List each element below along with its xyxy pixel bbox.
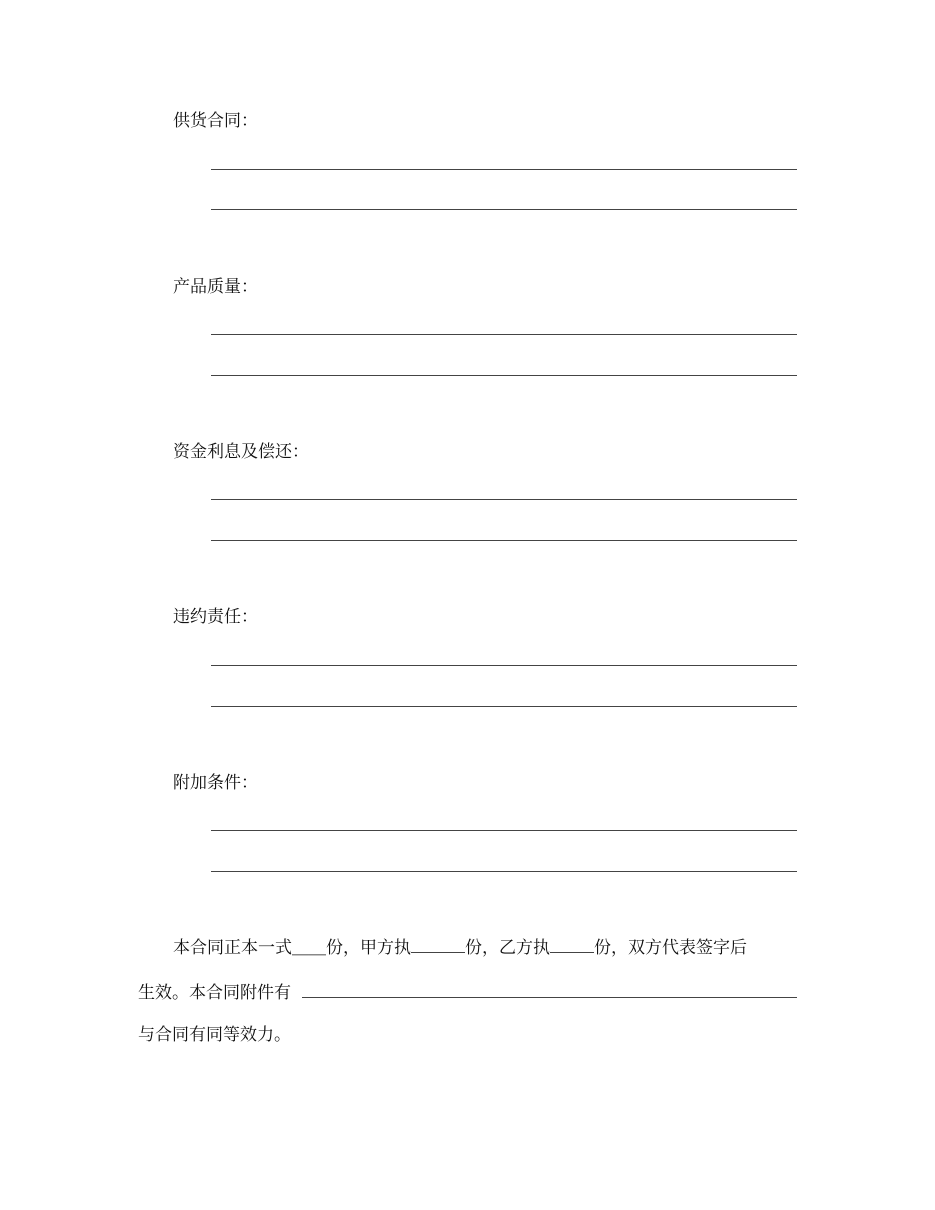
closing-text-equal-effect: 与合同有同等效力。 — [138, 1025, 291, 1045]
closing-line-3 — [138, 1024, 291, 1046]
section-heading-funds-interest: 资金利息及偿还： — [173, 442, 309, 462]
fill-in-line[interactable] — [211, 871, 797, 872]
closing-line-2 — [138, 982, 291, 1004]
party-a-copies-blank[interactable] — [411, 937, 465, 953]
fill-in-line[interactable] — [211, 209, 797, 210]
fill-in-line[interactable] — [211, 499, 797, 500]
fill-in-line[interactable] — [211, 169, 797, 170]
closing-text-signature: 份，双方代表签字后 — [594, 938, 747, 958]
fill-in-line[interactable] — [211, 334, 797, 335]
section-heading-product-quality: 产品质量： — [173, 277, 258, 297]
fill-in-line[interactable] — [211, 706, 797, 707]
fill-in-line[interactable] — [211, 540, 797, 541]
party-b-copies-blank[interactable] — [550, 937, 594, 953]
fill-in-line[interactable] — [211, 665, 797, 666]
section-heading-breach-liability: 违约责任： — [173, 607, 258, 627]
closing-text-copies: 本合同正本一式＿＿份，甲方执 — [173, 938, 411, 958]
closing-text-attachments: 生效。本合同附件有 — [138, 983, 291, 1003]
section-heading-additional-terms: 附加条件： — [173, 773, 258, 793]
fill-in-line[interactable] — [211, 375, 797, 376]
section-heading-supply-contract: 供货合同： — [173, 111, 258, 131]
attachments-blank[interactable] — [302, 997, 797, 998]
closing-text-party-b: 份，乙方执 — [465, 938, 550, 958]
fill-in-line[interactable] — [211, 830, 797, 831]
closing-line-1 — [173, 937, 747, 959]
